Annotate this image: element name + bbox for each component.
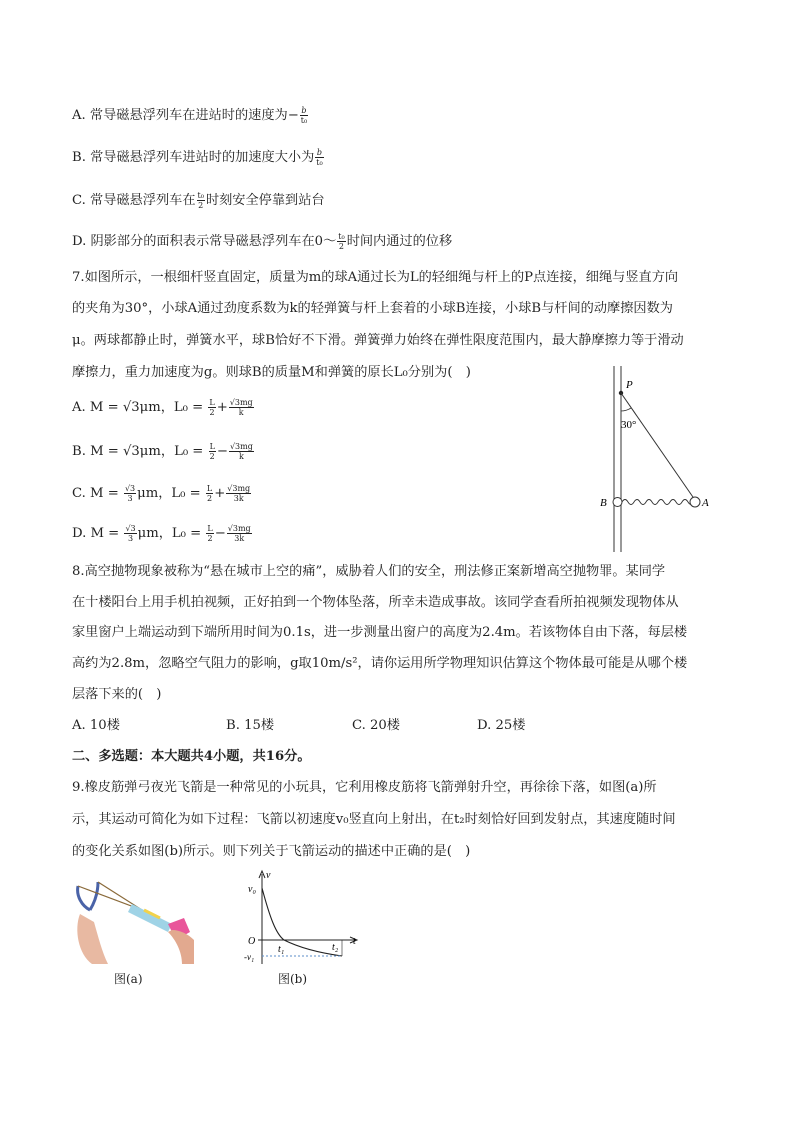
operator: + [216,400,228,415]
frac-den: t₀ [316,158,323,167]
angle-arc [621,408,631,411]
v0-label: v₀ [248,884,256,895]
fraction [208,398,215,417]
frac-den: 3 [127,534,134,543]
rope [621,393,695,500]
fraction [209,442,216,461]
q7-figure [596,366,716,552]
frac-den: 2 [198,201,204,210]
q9-figure-b-graph [240,868,364,968]
q7-option-a [72,398,255,418]
frac-den: 2 [209,408,215,417]
frac-num: √3mg [229,398,253,407]
q6-option-a-fraction [300,106,308,125]
frac-den: 3k [234,534,245,543]
label-p: P [626,379,633,391]
operator: − [216,444,228,459]
operator: + [214,486,226,501]
frac-num: √3mg [229,442,253,451]
option-label-mid: μm，L₀ = [137,526,202,541]
label-b: B [600,497,607,509]
frac-num: √3mg [227,484,251,493]
q9-figure-a-caption: 图(a) [114,972,143,986]
fraction [124,524,136,543]
fraction [206,524,213,543]
option-label: A. M = √3μm，L₀ = [72,400,204,415]
frac-den: 2 [338,242,345,251]
q6-option-a-text: A. 常导磁悬浮列车在进站时的速度为− [72,108,299,123]
frac-num: √3 [124,484,136,493]
fraction [226,484,251,503]
q7-stem-line-2: 的夹角为30°，小球A通过劲度系数为k的轻弹簧与杆上套着的小球B连接，小球B与杆间的动摩擦因数为 [72,301,673,316]
q6-option-b [72,148,325,168]
frac-num: t₀ [197,191,204,200]
q8-stem-line-2: 在十楼阳台上用手机拍视频，正好拍到一个物体坠落，所幸未造成事故。该同学查看所拍视频发现物体从 [72,595,679,610]
q6-option-c-text: C. 常导磁悬浮列车在 [72,193,196,208]
option-label-mid: μm，L₀ = [137,486,201,501]
ball-a [690,497,700,507]
q6-option-b-fraction [315,148,323,167]
q8-stem-line-1: 8.高空抛物现象被称为“悬在城市上空的痛”，威胁着人们的安全，刑法修正案新增高空抛物罪。某同学 [72,564,666,579]
operator: − [214,526,226,541]
frac-num: √3 [125,524,136,533]
fraction [206,484,213,503]
q9-stem-line-3: 的变化关系如图(b)所示。则下列关于飞箭运动的描述中正确的是( ) [72,844,471,859]
spring [622,500,698,505]
v-axis-label: v [266,870,271,881]
q8-stem-line-3: 家里窗户上端运动到下端所用时间为0.1s，进一步测量出窗户的高度为2.4m。若该物体自由下落，每层楼 [72,625,688,640]
q7-stem-line-3: μ。两球都静止时，弹簧水平，球B恰好不下滑。弹簧弹力始终在弹性限度范围内，最大静摩擦力等于滑动 [72,333,684,348]
frac-num: √3mg [227,524,251,533]
q6-option-c-text-end: 时刻安全停靠到站台 [205,193,325,208]
q9-figure-b-caption: 图(b) [278,972,308,986]
section-heading-multiple-choice: 二、多选题：本大题共4小题，共16分。 [72,749,311,764]
fraction [227,524,252,543]
q8-choice-b: B. 15楼 [226,718,275,733]
fraction [229,398,254,417]
origin-label: O [248,936,256,947]
q7-stem-line-1: 7.如图所示，一根细杆竖直固定，质量为m的球A通过长为L的轻细绳与杆上的P点连接，细绳与竖直方向 [72,270,679,285]
option-label: D. M = [72,526,120,541]
q7-stem-line-4: 摩擦力，重力加速度为g。则球B的质量M和弹簧的原长L₀分别为( ) [72,365,471,380]
q6-option-d-text: D. 阴影部分的面积表示常导磁悬浮列车在0～ [72,234,337,249]
q7-option-d [72,524,253,544]
q8-choice-d: D. 25楼 [477,718,526,733]
q8-stem-line-5: 层落下来的( ) [72,687,162,702]
q6-option-d-fraction [337,232,345,251]
frac-den: 2 [209,452,215,461]
frac-num: L [209,398,215,407]
option-label: B. M = √3μm，L₀ = [72,444,204,459]
t-axis-label: t [353,936,356,947]
frac-num: L [206,484,213,493]
q7-option-c [72,484,252,504]
q6-option-b-text: B. 常导磁悬浮列车进站时的加速度大小为 [72,150,315,165]
frac-den: 2 [207,534,213,543]
q8-stem-line-4: 高约为2.8m，忽略空气阻力的影响，g取10m/s²，请你运用所学物理知识估算这个物体最可能是从哪个楼 [72,656,688,671]
label-a: A [702,497,709,509]
frac-den: 3k [233,494,244,503]
q9-stem-line-1: 9.橡皮筋弹弓夜光飞箭是一种常见的小玩具，它利用橡皮筋将飞箭弹射升空，再徐徐下落，如图(a)所 [72,780,657,795]
q8-choice-c: C. 20楼 [352,718,400,733]
velocity-curve [262,888,342,956]
frac-num: b [316,148,323,157]
frac-num: t₀ [338,232,345,241]
frac-num: b [301,106,307,115]
q6-option-a [72,106,309,126]
frac-num: L [207,524,213,533]
q9-stem-line-2: 示，其运动可简化为如下过程：飞箭以初速度v₀竖直向上射出，在t₂时刻恰好回到发射点，其速度随时间 [72,812,676,827]
frac-den: 3 [127,494,133,503]
fraction [124,484,136,503]
option-label: C. M = [72,486,119,501]
frac-den: t₀ [300,116,308,125]
q6-option-d-text-end: 时间内通过的位移 [346,234,453,249]
ball-b [613,498,622,507]
frac-den: 2 [207,494,213,503]
fraction [229,442,254,461]
frac-num: L [209,442,215,451]
t1-label: t₁ [278,944,285,955]
frac-den: k [238,408,244,417]
q8-choice-a: A. 10楼 [72,718,120,733]
neg-v1-label: -v₁ [244,952,255,962]
t2-label: t₂ [332,942,339,953]
q6-option-c [72,191,325,211]
q6-option-d [72,232,452,252]
q7-option-b [72,442,255,462]
frac-den: k [238,452,244,461]
q9-figure-a-image [72,874,194,966]
q6-option-c-fraction [197,191,205,210]
label-angle: 30° [621,419,637,431]
